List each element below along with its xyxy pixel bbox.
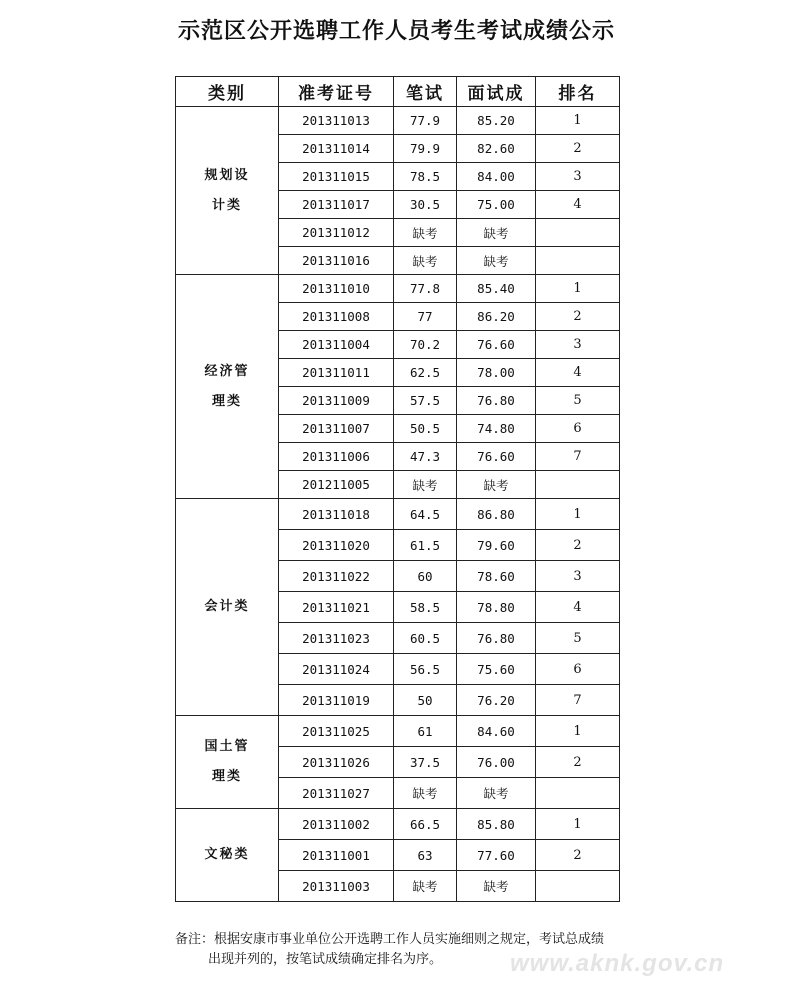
rank-cell (536, 471, 620, 499)
exam-id-cell: 201311015 (279, 163, 394, 191)
written-score-cell: 78.5 (394, 163, 457, 191)
rank-cell: 6 (536, 654, 620, 685)
category-cell (176, 499, 279, 716)
page-title: 示范区公开选聘工作人员考生考试成绩公示 (177, 19, 615, 44)
exam-id-cell: 201311011 (279, 359, 394, 387)
written-score-cell: 37.5 (394, 747, 457, 778)
header-written: 笔试 (394, 77, 457, 107)
category-cell (176, 716, 279, 809)
interview-score-cell: 78.60 (457, 561, 536, 592)
written-score-cell: 66.5 (394, 809, 457, 840)
written-score-cell: 63 (394, 840, 457, 871)
interview-score-cell: 85.80 (457, 809, 536, 840)
rank-cell (536, 871, 620, 902)
category-cell (176, 275, 279, 499)
written-score-cell: 47.3 (394, 443, 457, 471)
interview-score-cell: 84.60 (457, 716, 536, 747)
header-category: 类别 (176, 77, 279, 107)
watermark: www.aknk.gov.cn (510, 950, 725, 977)
interview-score-cell: 76.80 (457, 623, 536, 654)
rank-cell: 2 (536, 530, 620, 561)
exam-id-cell: 201311009 (279, 387, 394, 415)
written-score-cell: 缺考 (394, 219, 457, 247)
interview-score-cell: 76.60 (457, 331, 536, 359)
footnote-line-2: 出现并列的，按笔试成绩确定排名为序。 (208, 952, 443, 967)
rank-cell: 2 (536, 135, 620, 163)
category-label: 理类 (211, 393, 242, 409)
table-row (176, 809, 620, 840)
exam-id-cell: 201311024 (279, 654, 394, 685)
written-score-cell: 61.5 (394, 530, 457, 561)
interview-score-cell: 76.00 (457, 747, 536, 778)
interview-score-cell: 86.20 (457, 303, 536, 331)
category-cell (176, 809, 279, 902)
exam-id-cell: 201311026 (279, 747, 394, 778)
category-label: 会计类 (204, 599, 250, 614)
written-score-cell: 缺考 (394, 471, 457, 499)
written-score-cell: 77 (394, 303, 457, 331)
written-score-cell: 61 (394, 716, 457, 747)
rank-cell (536, 778, 620, 809)
category-label: 文秘类 (204, 847, 250, 862)
written-score-cell: 79.9 (394, 135, 457, 163)
exam-id-cell: 201311017 (279, 191, 394, 219)
interview-score-cell: 77.60 (457, 840, 536, 871)
written-score-cell: 50.5 (394, 415, 457, 443)
interview-score-cell: 86.80 (457, 499, 536, 530)
exam-id-cell: 201311023 (279, 623, 394, 654)
footnote-line-1: 备注：根据安康市事业单位公开选聘工作人员实施细则之规定，考试总成绩 (175, 932, 605, 947)
exam-id-cell: 201311021 (279, 592, 394, 623)
exam-id-cell: 201311027 (279, 778, 394, 809)
rank-cell: 1 (536, 275, 620, 303)
exam-id-cell: 201311016 (279, 247, 394, 275)
interview-score-cell: 79.60 (457, 530, 536, 561)
header-exam-id: 准考证号 (279, 77, 394, 107)
exam-id-cell: 201311018 (279, 499, 394, 530)
rank-cell: 4 (536, 191, 620, 219)
table-row (176, 716, 620, 747)
interview-score-cell: 76.60 (457, 443, 536, 471)
rank-cell: 1 (536, 499, 620, 530)
written-score-cell: 77.8 (394, 275, 457, 303)
written-score-cell: 60 (394, 561, 457, 592)
written-score-cell: 56.5 (394, 654, 457, 685)
rank-cell: 7 (536, 685, 620, 716)
rank-cell (536, 247, 620, 275)
category-label: 国土管 (204, 739, 250, 754)
category-label: 理类 (211, 769, 242, 784)
rank-cell: 1 (536, 107, 620, 135)
interview-score-cell: 75.00 (457, 191, 536, 219)
category-label: 计类 (211, 197, 242, 213)
header-rank: 排名 (536, 77, 620, 107)
interview-score-cell: 85.40 (457, 275, 536, 303)
rank-cell: 4 (536, 592, 620, 623)
interview-score-cell: 缺考 (457, 778, 536, 809)
exam-id-cell: 201311002 (279, 809, 394, 840)
interview-score-cell: 缺考 (457, 219, 536, 247)
table-body (176, 107, 620, 902)
table-row (176, 107, 620, 135)
written-score-cell: 64.5 (394, 499, 457, 530)
rank-cell: 2 (536, 747, 620, 778)
interview-score-cell: 74.80 (457, 415, 536, 443)
interview-score-cell: 76.80 (457, 387, 536, 415)
exam-id-cell: 201311010 (279, 275, 394, 303)
rank-cell: 4 (536, 359, 620, 387)
rank-cell: 1 (536, 716, 620, 747)
interview-score-cell: 缺考 (457, 471, 536, 499)
interview-score-cell: 82.60 (457, 135, 536, 163)
rank-cell: 7 (536, 443, 620, 471)
written-score-cell: 缺考 (394, 871, 457, 902)
category-label: 规划设 (204, 167, 250, 183)
rank-cell: 5 (536, 387, 620, 415)
rank-cell: 1 (536, 809, 620, 840)
exam-id-cell: 201311013 (279, 107, 394, 135)
rank-cell: 3 (536, 163, 620, 191)
table-header-row (176, 77, 620, 107)
exam-id-cell: 201311007 (279, 415, 394, 443)
exam-id-cell: 201311006 (279, 443, 394, 471)
exam-id-cell: 201311003 (279, 871, 394, 902)
written-score-cell: 缺考 (394, 247, 457, 275)
category-label: 经济管 (204, 363, 250, 379)
category-cell (176, 107, 279, 275)
rank-cell: 2 (536, 303, 620, 331)
written-score-cell: 62.5 (394, 359, 457, 387)
table-row (176, 275, 620, 303)
exam-id-cell: 201311004 (279, 331, 394, 359)
header-interview: 面试成 (457, 77, 536, 107)
written-score-cell: 缺考 (394, 778, 457, 809)
table-row (176, 499, 620, 530)
written-score-cell: 50 (394, 685, 457, 716)
interview-score-cell: 85.20 (457, 107, 536, 135)
exam-id-cell: 201311025 (279, 716, 394, 747)
written-score-cell: 57.5 (394, 387, 457, 415)
exam-id-cell: 201311019 (279, 685, 394, 716)
rank-cell: 5 (536, 623, 620, 654)
written-score-cell: 77.9 (394, 107, 457, 135)
score-table (175, 76, 620, 902)
exam-id-cell: 201311008 (279, 303, 394, 331)
rank-cell: 3 (536, 561, 620, 592)
interview-score-cell: 76.20 (457, 685, 536, 716)
interview-score-cell: 缺考 (457, 247, 536, 275)
exam-id-cell: 201311014 (279, 135, 394, 163)
exam-id-cell: 201311022 (279, 561, 394, 592)
exam-id-cell: 201311012 (279, 219, 394, 247)
interview-score-cell: 78.80 (457, 592, 536, 623)
rank-cell (536, 219, 620, 247)
rank-cell: 2 (536, 840, 620, 871)
exam-id-cell: 201311020 (279, 530, 394, 561)
written-score-cell: 30.5 (394, 191, 457, 219)
interview-score-cell: 缺考 (457, 871, 536, 902)
exam-id-cell: 201211005 (279, 471, 394, 499)
interview-score-cell: 75.60 (457, 654, 536, 685)
interview-score-cell: 78.00 (457, 359, 536, 387)
written-score-cell: 58.5 (394, 592, 457, 623)
written-score-cell: 70.2 (394, 331, 457, 359)
rank-cell: 3 (536, 331, 620, 359)
rank-cell: 6 (536, 415, 620, 443)
exam-id-cell: 201311001 (279, 840, 394, 871)
written-score-cell: 60.5 (394, 623, 457, 654)
interview-score-cell: 84.00 (457, 163, 536, 191)
